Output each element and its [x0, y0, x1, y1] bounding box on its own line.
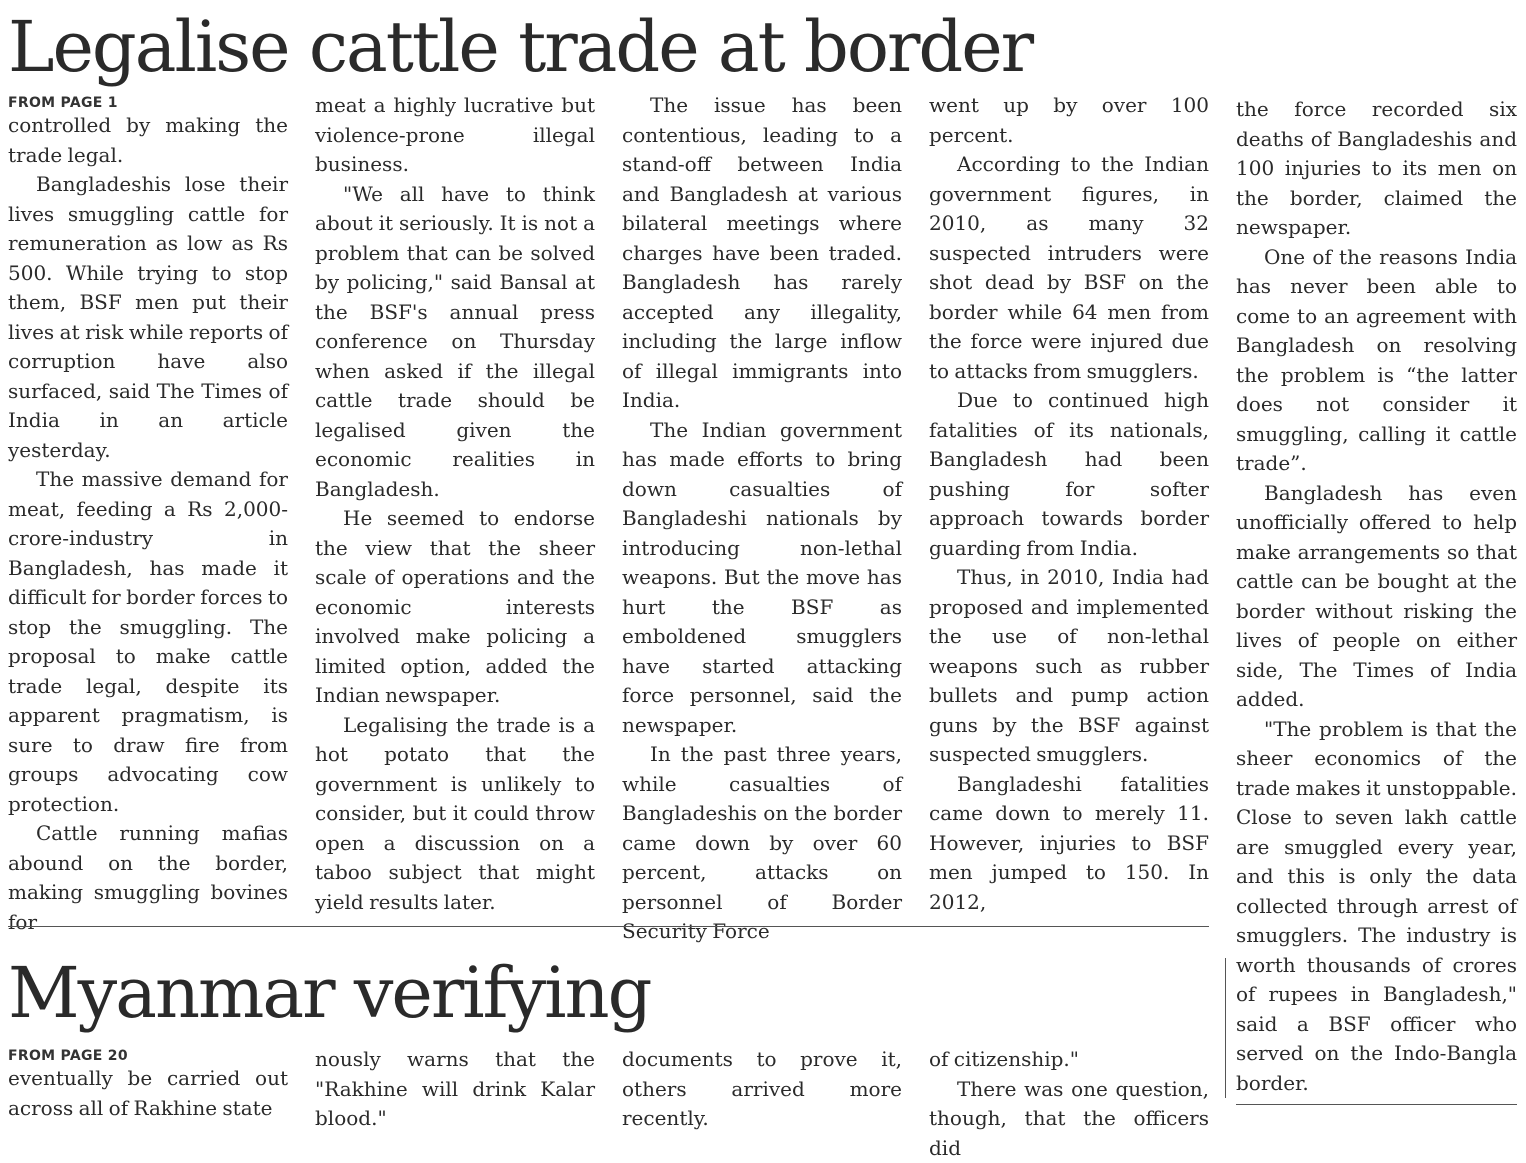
- paragraph: Bangladesh has even unofficially offered to help make arrangements so that cattle can be bought at the border without risking the lives of people on either side, The Times of India added.: [1236, 479, 1517, 715]
- story1-column-2: [315, 91, 595, 903]
- paragraph: eventually be carried out across all of Rakhine state: [8, 1064, 288, 1123]
- story1-column-4: [929, 91, 1209, 909]
- paragraph: Cattle running mafias abound on the border, making smuggling bovines for: [8, 819, 288, 937]
- paragraph: controlled by making the trade legal.: [8, 111, 288, 170]
- story2-column-1: [8, 1064, 288, 1110]
- paragraph: Legalising the trade is a hot potato that the government is unlikely to consider, but it could throw open a discussion on a taboo subject that might yield results later.: [315, 711, 595, 918]
- paragraph: meat a highly lucrative but violence-prone illegal business.: [315, 91, 595, 180]
- story1-column-5: [1236, 95, 1517, 1095]
- paragraph: The massive demand for meat, feeding a Rs 2,000-crore-industry in Bangladesh, has made it difficult for border forces to stop the smuggling. The proposal to make cattle trade legal, despite its apparent pragmatism, is sure to draw fire from groups advocating cow protection.: [8, 465, 288, 819]
- story1-column-1: [8, 111, 288, 901]
- paragraph: One of the reasons India has never been able to come to an agreement with Bangladesh on resolving the problem is “the latter does not consider it smuggling, calling it cattle trade”.: [1236, 243, 1517, 479]
- story2-column-4: [929, 1045, 1209, 1110]
- column-end-rule: [1236, 1104, 1517, 1105]
- paragraph: According to the Indian government figures, in 2010, as many 32 suspected intruders were shot dead by BSF on the border while 64 men from the force were injured due to attacks from smugglers.: [929, 150, 1209, 386]
- paragraph: "We all have to think about it seriously. It is not a problem that can be solved by policing," said Bansal at the BSF's annual press conference on Thursday when asked if the illegal cattle trade should be legalised given the economic realities in Bangladesh.: [315, 180, 595, 505]
- paragraph: "The problem is that the sheer economics of the trade makes it unstoppable. Close to seven lakh cattle are smuggled every year, and this is only the data collected through arrest of smugglers. The industry is worth thousands of crores of rupees in Bangladesh," said a BSF officer who served on the Indo-Bangla border.: [1236, 715, 1517, 1099]
- story2-column-3: [622, 1045, 902, 1110]
- story2-column-2: [315, 1045, 595, 1110]
- paragraph: He seemed to endorse the view that the sheer scale of operations and the economic interests involved make policing a limited option, added the Indian newspaper.: [315, 504, 595, 711]
- story1-column-3: [622, 91, 902, 909]
- paragraph: went up by over 100 percent.: [929, 91, 1209, 150]
- story2-headline: Myanmar verifying: [8, 958, 650, 1028]
- paragraph: of citizenship.": [929, 1045, 1209, 1075]
- paragraph: Bangladeshis lose their lives smuggling cattle for remuneration as low as Rs 500. While trying to stop them, BSF men put their lives at risk while reports of corruption have also surfaced, said The Times of India in an article yesterday.: [8, 170, 288, 465]
- paragraph: documents to prove it, others arrived more recently.: [622, 1045, 902, 1134]
- story1-kicker: FROM PAGE 1: [8, 95, 118, 111]
- paragraph: Due to continued high fatalities of its nationals, Bangladesh had been pushing for softer approach towards border guarding from India.: [929, 386, 1209, 563]
- paragraph: Thus, in 2010, India had proposed and implemented the use of non-lethal weapons such as rubber bullets and pump action guns by the BSF against suspected smugglers.: [929, 563, 1209, 770]
- story1-headline: Legalise cattle trade at border: [8, 12, 1032, 82]
- paragraph: Bangladeshi fatalities came down to merely 11. However, injuries to BSF men jumped to 150. In 2012,: [929, 770, 1209, 918]
- paragraph: The issue has been contentious, leading to a stand-off between India and Bangladesh at various bilateral meetings where charges have been traded. Bangladesh has rarely accepted any illegality, including the large inflow of illegal immigrants into India.: [622, 91, 902, 416]
- paragraph: nously warns that the "Rakhine will drink Kalar blood.": [315, 1045, 595, 1134]
- column-rule: [1225, 958, 1226, 1098]
- paragraph: There was one question, though, that the officers did: [929, 1075, 1209, 1163]
- story-divider-rule: [8, 926, 1209, 927]
- paragraph: The Indian government has made efforts to bring down casualties of Bangladeshi nationals by introducing non-lethal weapons. But the move has hurt the BSF as emboldened smugglers have started attacking force personnel, said the newspaper.: [622, 416, 902, 741]
- paragraph: In the past three years, while casualties of Bangladeshis on the border came down by over 60 percent, attacks on personnel of Border Security Force: [622, 740, 902, 947]
- story2-kicker: FROM PAGE 20: [8, 1048, 128, 1064]
- paragraph: the force recorded six deaths of Bangladeshis and 100 injuries to its men on the border, claimed the newspaper.: [1236, 95, 1517, 243]
